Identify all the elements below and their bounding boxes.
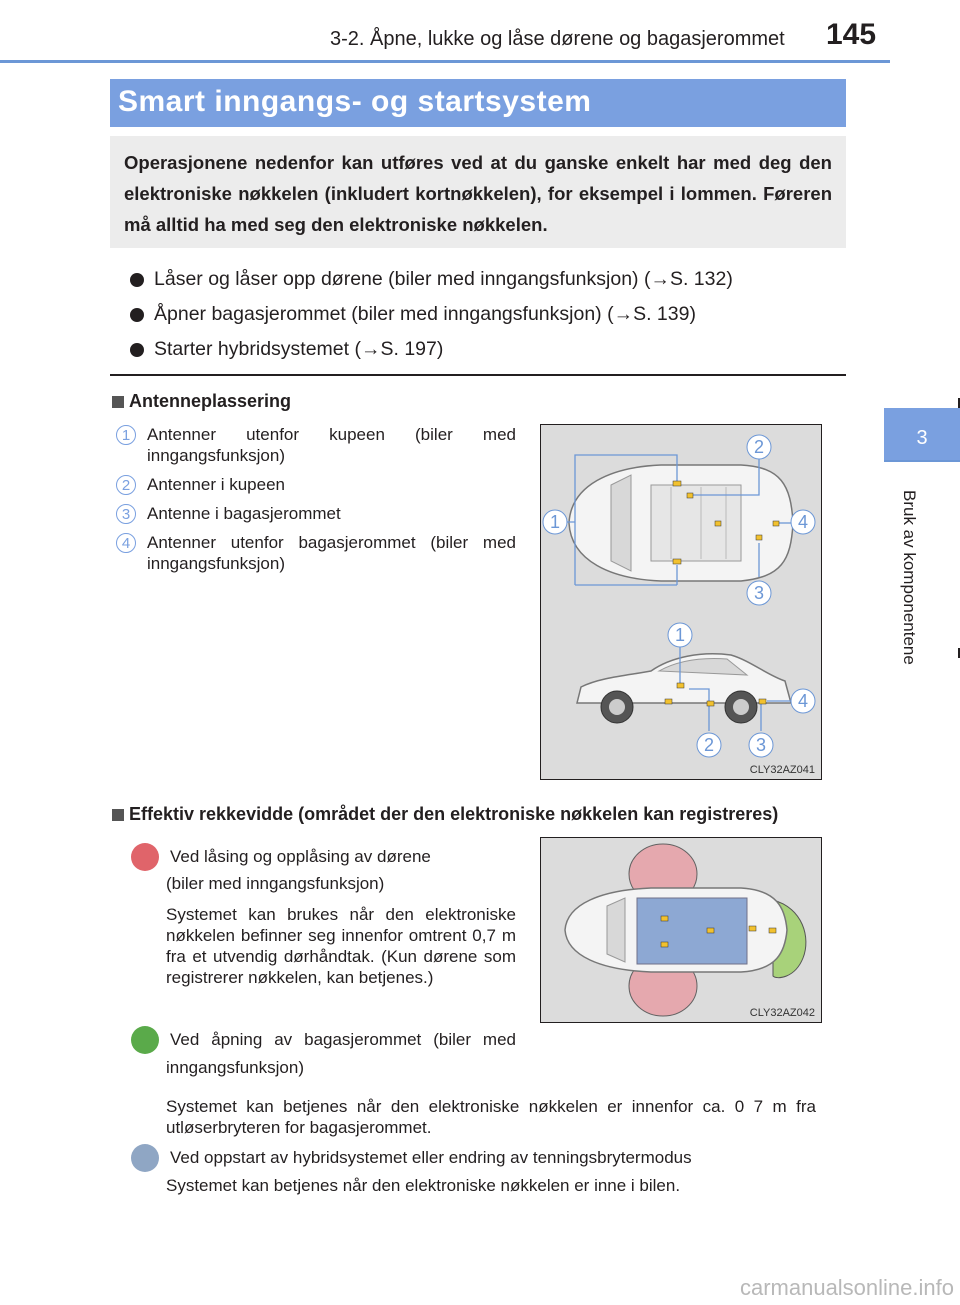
legend-description: Systemet kan betjenes når den elektroniske nøkkelen er innenfor ca. 0 7 m fra utløserbryteren for bagasjerommet. [166, 1097, 816, 1137]
legend-title: Ved låsing og opplåsing av dørene [170, 847, 431, 866]
range-legend-red-icon [131, 843, 159, 871]
chapter-tab [884, 408, 960, 460]
header-rule [0, 60, 890, 63]
figure-code: CLY32AZ042 [749, 1007, 815, 1019]
chapter-title-vertical [893, 490, 923, 720]
range-legend-blue-icon [131, 1144, 159, 1172]
figure-code: CLY32AZ041 [749, 764, 815, 776]
chapter-number: 3 [916, 427, 928, 449]
car-antenna-diagram [541, 425, 821, 779]
svg-text:4: 4 [797, 691, 809, 711]
page-title: Smart inngangs- og startsystem [110, 79, 846, 127]
square-bullet-icon [112, 809, 124, 821]
car-side-view [577, 654, 791, 723]
antenna-item: 3 Antenne i bagasjerommet [116, 503, 516, 524]
svg-text:3: 3 [753, 583, 765, 603]
legend-title: Ved oppstart av hybridsystemet eller endring av tenningsbrytermodus [170, 1148, 692, 1167]
legend-title-cont: (biler med inngangsfunksjon) [166, 874, 385, 893]
antenna-item: 4 Antenner utenfor bagasjerommet (biler med inngangsfunksjon) [116, 532, 516, 574]
range-figure [540, 837, 822, 1023]
legend-title: Ved åpning av bagasjerommet (biler med [170, 1030, 516, 1049]
feature-list [130, 262, 733, 367]
list-item: Låser og låser opp dørene (biler med inngangsfunksjon) (→S. 132) [130, 262, 733, 297]
list-item: Starter hybridsystemet (→S. 197) [130, 332, 733, 367]
svg-text:4: 4 [797, 512, 809, 532]
svg-text:2: 2 [703, 735, 715, 755]
range-heading: Effektiv rekkevidde (området der den elektroniske nøkkelen kan registreres) [112, 804, 778, 825]
svg-text:1: 1 [674, 625, 686, 645]
range-legend-green-icon [131, 1026, 159, 1054]
bullet-icon [130, 273, 144, 287]
bullet-icon [130, 308, 144, 322]
legend-title-cont: inngangsfunksjon) [166, 1058, 304, 1077]
chapter-tab-rule [884, 460, 960, 462]
legend-description: Systemet kan betjenes når den elektroniske nøkkelen er inne i bilen. [166, 1176, 681, 1195]
intro-text: Operasjonene nedenfor kan utføres ved at du ganske enkelt har med deg den elektroniske nøkkelen (inkludert kortnøkkelen), for eksempel i lommen. Føreren må alltid ha med seg den elektroniske nøkkelen. [124, 152, 832, 235]
legend-description: Systemet kan brukes når den elektroniske nøkkelen befinner seg innenfor omtrent 0,7 m fra et utvendig dørhåndtak. (Kun dørene som registrerer nøkkelen, kan betjenes.) [166, 905, 516, 987]
square-bullet-icon [112, 396, 124, 408]
antenna-item: 1 Antenner utenfor kupeen (biler med inngangsfunksjon) [116, 424, 516, 466]
list-item: Åpner bagasjerommet (biler med inngangsfunksjon) (→S. 139) [130, 297, 733, 332]
watermark: carmanualsonline.info [739, 1275, 954, 1300]
svg-text:2: 2 [753, 437, 765, 457]
antenna-figure [540, 424, 822, 780]
section-header: 3-2. Åpne, lukke og låse dørene og bagasjerommet [330, 28, 785, 50]
bullet-icon [130, 343, 144, 357]
chapter-title: Bruk av komponentene [900, 490, 919, 665]
intro-box [110, 136, 846, 248]
svg-text:3: 3 [755, 735, 767, 755]
section-divider [110, 374, 846, 376]
svg-text:1: 1 [549, 512, 561, 532]
antenna-heading: Antenneplassering [112, 391, 291, 412]
car-range-diagram [541, 838, 821, 1022]
page-number: 145 [826, 18, 877, 51]
antenna-item: 2 Antenner i kupeen [116, 474, 516, 495]
